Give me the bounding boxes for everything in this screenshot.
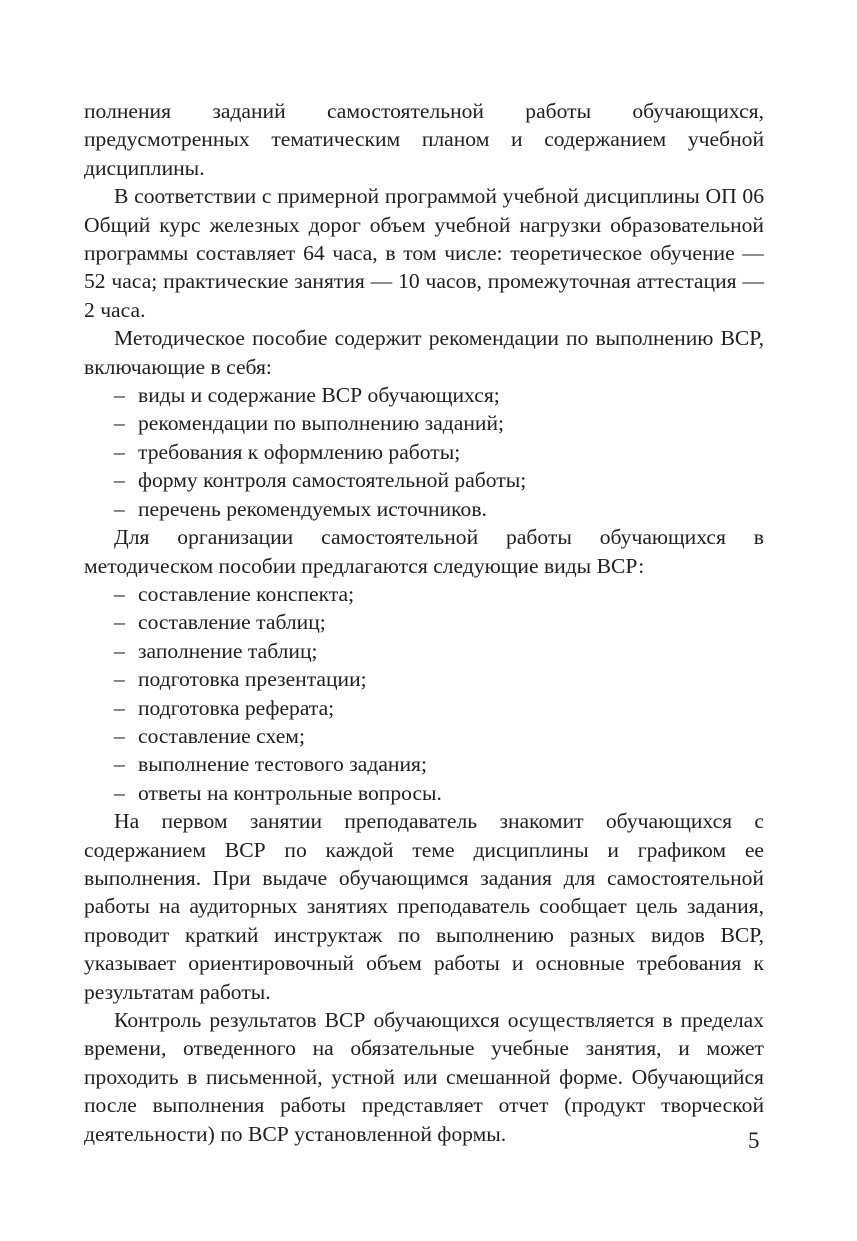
- paragraph-vsr-types-intro: Для организации самостоятельной работы обучающихся в методическом пособии предлагаются следующие виды ВСР:: [84, 525, 764, 578]
- vsr-types-list: [84, 580, 764, 807]
- list-item-text: подготовка презентации;: [138, 667, 367, 692]
- list-dash: –: [114, 610, 125, 635]
- list-dash: –: [114, 695, 125, 720]
- list-item-text: составление схем;: [138, 723, 305, 748]
- list-item-text: подготовка реферата;: [138, 695, 335, 720]
- list-item: [84, 637, 764, 665]
- list-dash: –: [114, 638, 125, 663]
- list-item-text: форму контроля самостоятельной работы;: [138, 468, 527, 493]
- list-item-text: составление конспекта;: [138, 581, 355, 606]
- guide-contents-list: [84, 381, 764, 523]
- list-item: [84, 381, 764, 409]
- list-dash: –: [114, 468, 125, 493]
- list-item: [84, 722, 764, 750]
- list-dash: –: [114, 581, 125, 606]
- list-item-text: выполнение тестового задания;: [138, 752, 427, 777]
- list-item: [84, 608, 764, 636]
- paragraph-first-lesson: На первом занятии преподаватель знакомит обучающихся с содержанием ВСР по каждой теме дисциплины и графиком ее выполнения. При выдаче обучающимся задания для самостоятельной работы на аудиторных занятиях преподаватель сообщает цель задания, проводит краткий инструктаж по выполнению разных видов ВСР, указывает ориентировочный объем работы и основные требования к результатам работы.: [84, 809, 764, 1004]
- list-item: [84, 779, 764, 807]
- list-dash: –: [114, 439, 125, 464]
- page-number: 5: [748, 1128, 760, 1153]
- list-dash: –: [114, 496, 125, 521]
- list-item-text: ответы на контрольные вопросы.: [138, 780, 442, 805]
- paragraph-program-hours: В соответствии с примерной программой учебной дисциплины ОП 06 Общий курс железных дорог объем учебной нагрузки образовательной программы составляет 64 часа, в том числе: теоретическое обучение — 52 часа; практические занятия — 10 часов, промежуточная аттестация — 2 часа.: [84, 184, 764, 322]
- list-item: [84, 580, 764, 608]
- list-dash: –: [114, 723, 125, 748]
- list-item-text: рекомендации по выполнению заданий;: [138, 411, 505, 436]
- list-item: [84, 409, 764, 437]
- list-item: [84, 750, 764, 778]
- list-item: [84, 495, 764, 523]
- list-dash: –: [114, 383, 125, 408]
- page-body: [84, 97, 764, 1148]
- list-dash: –: [114, 411, 125, 436]
- list-item-text: составление таблиц;: [138, 610, 326, 635]
- list-item: [84, 466, 764, 494]
- list-item: [84, 694, 764, 722]
- paragraph-control-results: Контроль результатов ВСР обучающихся осуществляется в пределах времени, отведенного на обязательные учебные занятия, и может проходить в письменной, устной или смешанной форме. Обучающийся после выполнения работы представляет отчет (продукт творческой деятельности) по ВСР установленной формы.: [84, 1008, 764, 1146]
- list-item-text: заполнение таблиц;: [138, 638, 318, 663]
- paragraph-methodical-guide: Методическое пособие содержит рекомендации по выполнению ВСР, включающие в себя:: [84, 326, 764, 379]
- paragraph-continuation: полнения заданий самостоятельной работы обучающихся, предусмотренных тематическим планом и содержанием учебной дисциплины.: [84, 99, 764, 180]
- list-item-text: виды и содержание ВСР обучающихся;: [138, 383, 500, 408]
- list-dash: –: [114, 752, 125, 777]
- list-item-text: перечень рекомендуемых источников.: [138, 496, 487, 521]
- list-dash: –: [114, 780, 125, 805]
- list-dash: –: [114, 667, 125, 692]
- list-item: [84, 665, 764, 693]
- list-item-text: требования к оформлению работы;: [138, 439, 461, 464]
- list-item: [84, 438, 764, 466]
